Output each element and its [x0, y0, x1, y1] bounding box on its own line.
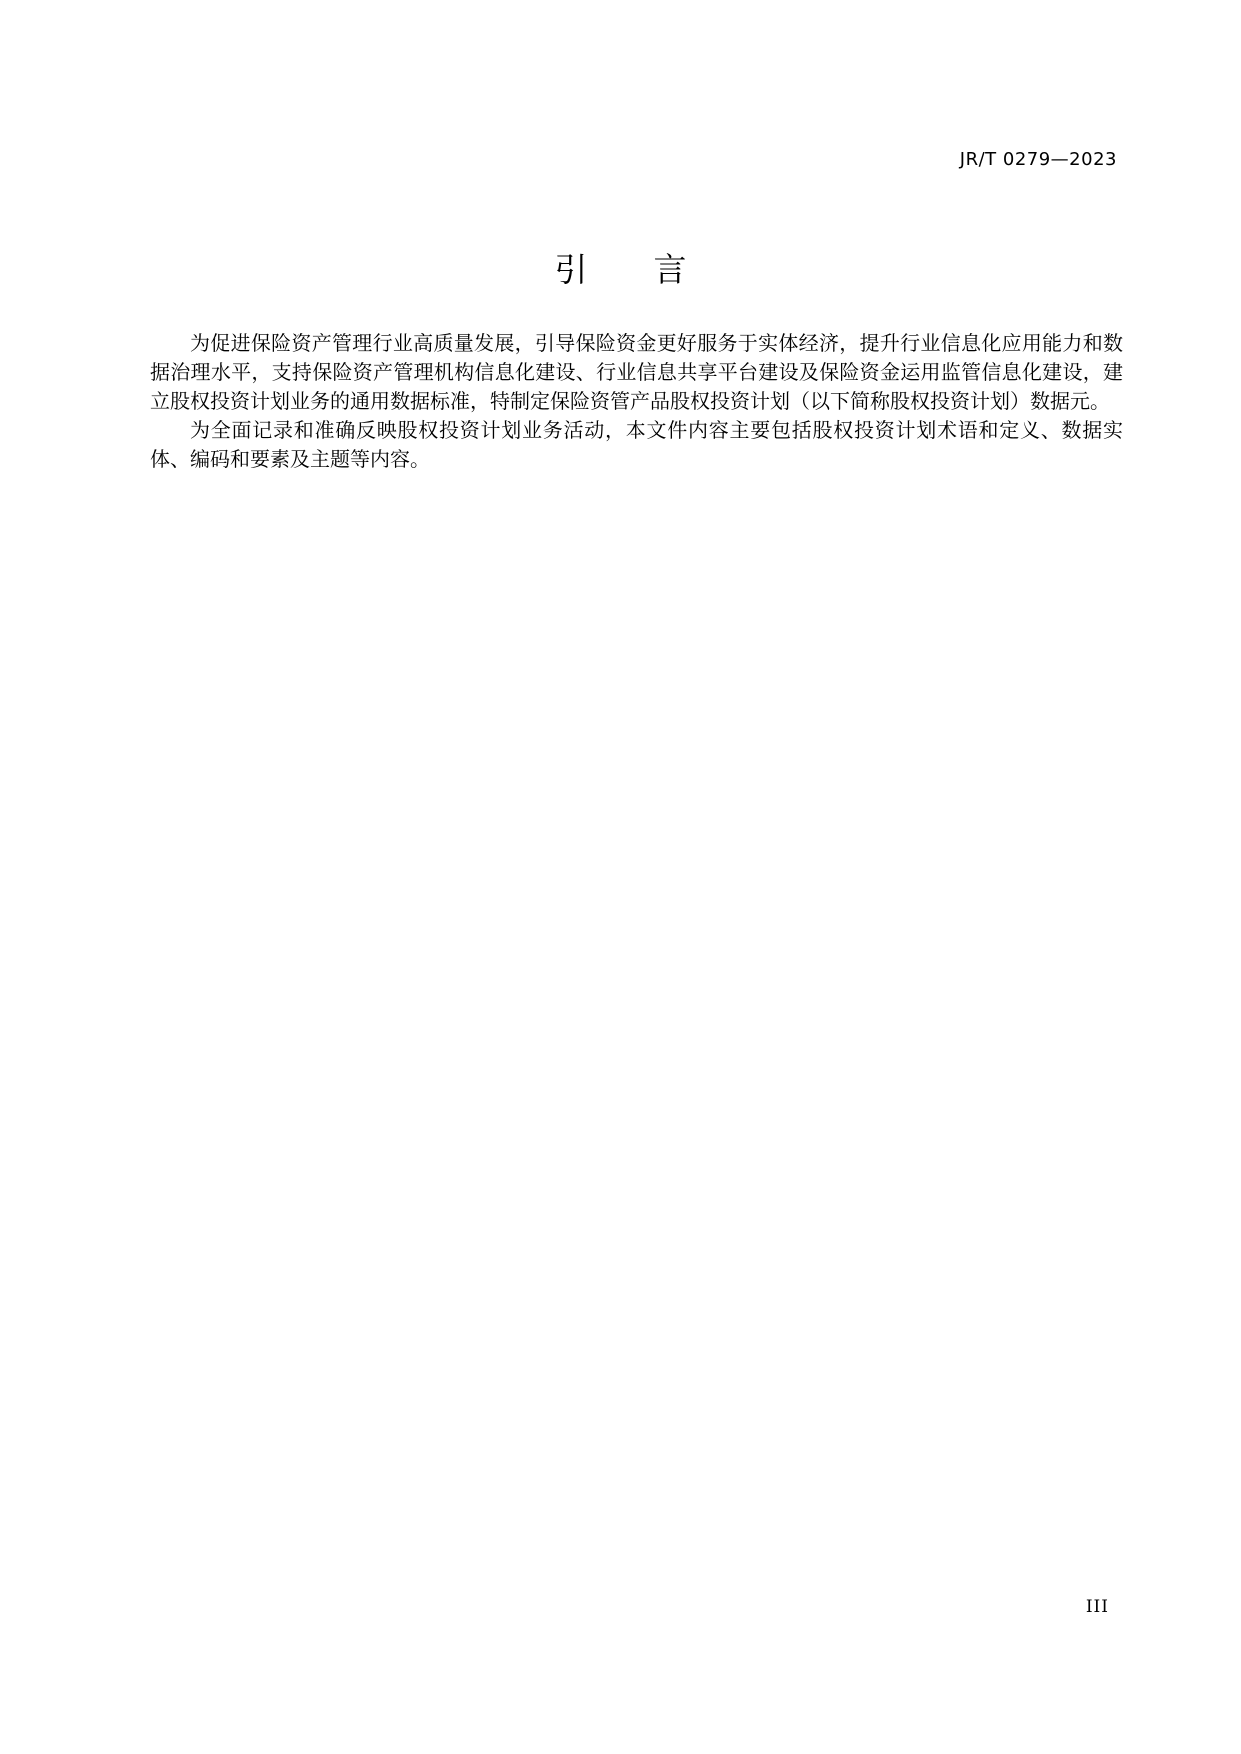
page-title: 引 言 — [554, 250, 687, 289]
page-number: III — [1085, 1597, 1109, 1617]
body-text — [150, 329, 1123, 474]
paragraph-2: 为全面记录和准确反映股权投资计划业务活动，本文件内容主要包括股权投资计划术语和定义、数据实体、编码和要素及主题等内容。 — [150, 418, 1123, 471]
standard-code: JR/T 0279—2023 — [959, 149, 1117, 170]
paragraph-1: 为促进保险资产管理行业高质量发展，引导保险资金更好服务于实体经济，提升行业信息化应用能力和数据治理水平，支持保险资产管理机构信息化建设、行业信息共享平台建设及保险资金运用监管信息化建设，建立股权投资计划业务的通用数据标准，特制定保险资管产品股权投资计划（以下简称股权投资计划）数据元。 — [150, 331, 1123, 413]
